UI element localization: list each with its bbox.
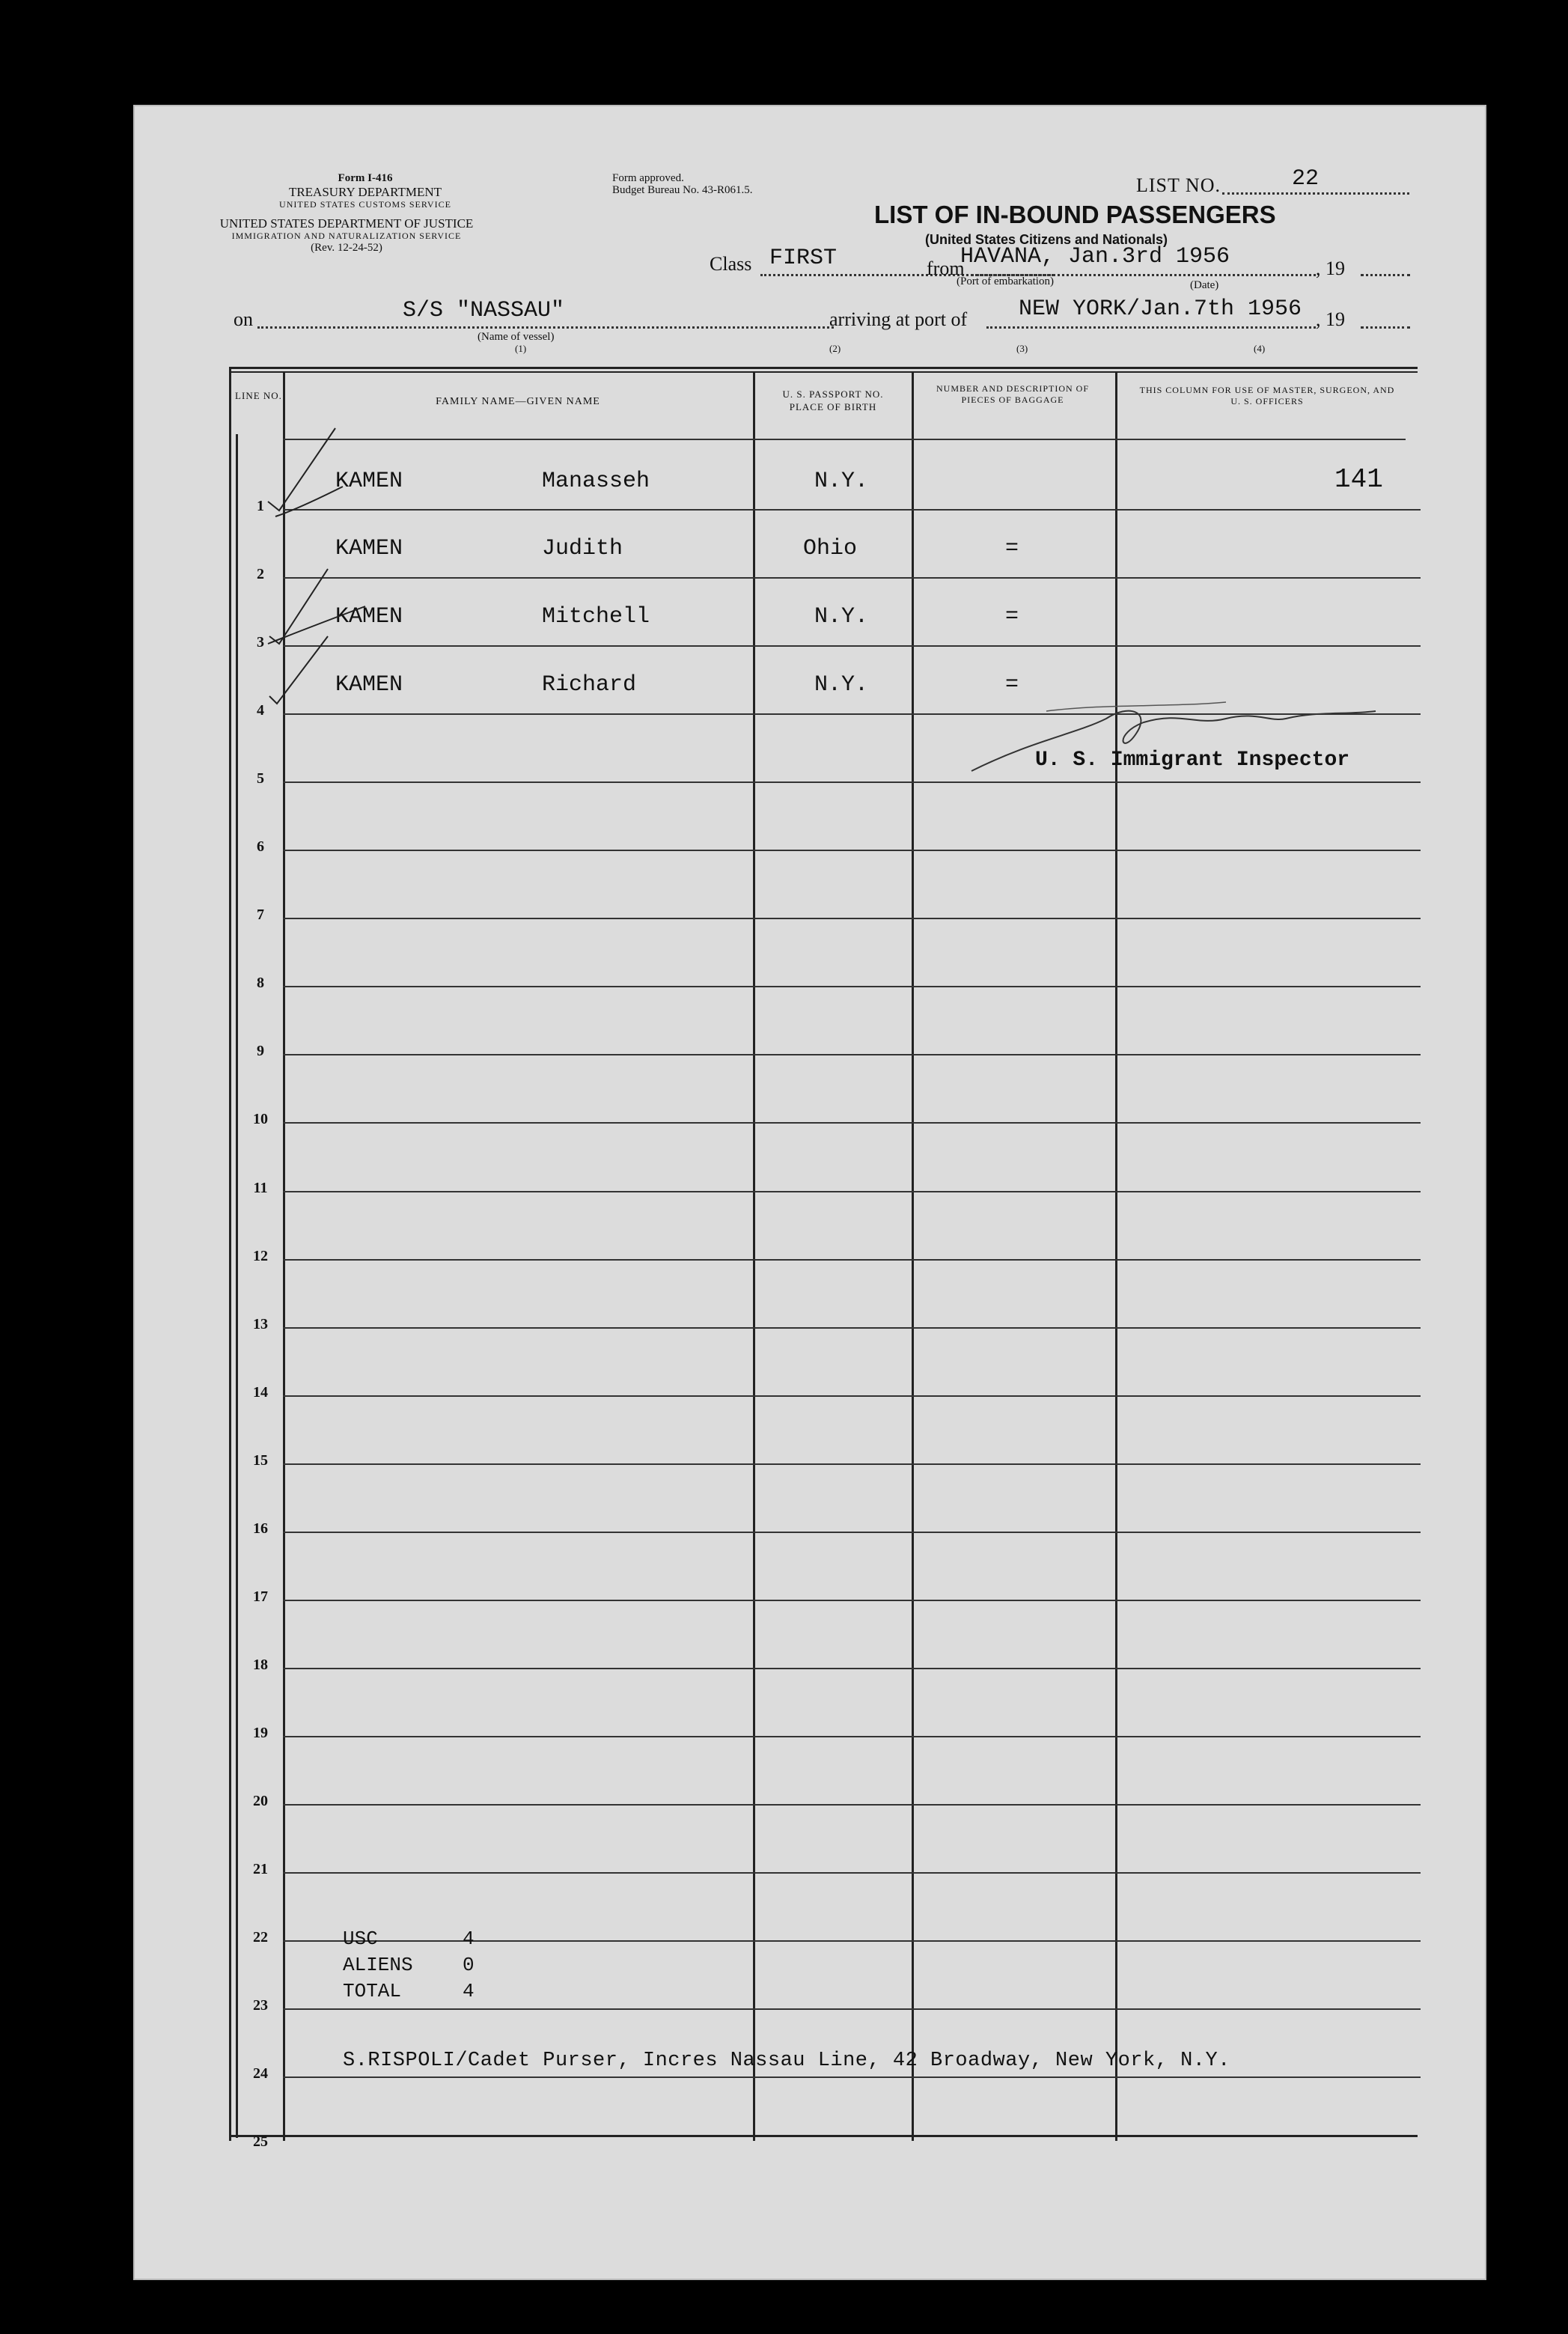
- row-rule: [283, 1940, 1421, 1942]
- row-rule: [283, 1191, 1421, 1192]
- row-rule: [283, 1054, 1421, 1055]
- table-left-border: [229, 367, 231, 2141]
- page-title: LIST OF IN-BOUND PASSENGERS: [874, 201, 1276, 228]
- row-4-family: KAMEN: [335, 672, 403, 698]
- line-number-16: 16: [253, 1520, 268, 1537]
- vessel-caption-num: (1): [515, 343, 527, 354]
- col-num-2: (2): [829, 343, 841, 354]
- row-1-given: Manasseh: [542, 469, 650, 494]
- name-col-border: [753, 371, 755, 2141]
- port-caption: (Port of embarkation): [957, 275, 1054, 287]
- row-rule: [283, 1122, 1421, 1124]
- ins-service: IMMIGRATION AND NATURALIZATION SERVICE: [231, 231, 462, 241]
- row-rule: [283, 1872, 1421, 1874]
- class-value: FIRST: [769, 246, 838, 271]
- year-suffix-1: , 19: [1316, 258, 1345, 279]
- row-rule: [283, 1736, 1421, 1737]
- line-number-1: 1: [257, 498, 264, 514]
- aliens-count: 0: [463, 1954, 475, 1976]
- treasury-department: TREASURY DEPARTMENT: [288, 185, 442, 199]
- line-number-20: 20: [253, 1792, 268, 1809]
- usc-count: 4: [463, 1928, 475, 1950]
- line-number-14: 14: [253, 1383, 268, 1401]
- line-number-11: 11: [253, 1179, 268, 1196]
- purser-line: S.RISPOLI/Cadet Purser, Incres Nassau Line, 42 Broadway, New York, N.Y.: [343, 2050, 1230, 2072]
- from-label: from: [927, 258, 965, 279]
- row-rule: [283, 1327, 1421, 1329]
- row-rule: [283, 1463, 1421, 1465]
- row-4-baggage: =: [1005, 672, 1019, 698]
- vessel-caption: (Name of vessel): [478, 331, 555, 343]
- arrival-value: NEW YORK/Jan.7th 1956: [1019, 296, 1302, 322]
- customs-service: UNITED STATES CUSTOMS SERVICE: [279, 199, 451, 210]
- arriving-label: arriving at port of: [829, 308, 968, 330]
- total-label: TOTAL: [343, 1980, 402, 2002]
- page-subtitle: (United States Citizens and Nationals): [924, 232, 1168, 247]
- baggage-col-border: [1115, 371, 1117, 2141]
- line-number-18: 18: [253, 1656, 268, 1673]
- line-number-24: 24: [253, 2065, 268, 2082]
- passport-col-border: [912, 371, 914, 2141]
- row-rule: [283, 1259, 1421, 1261]
- line-number-5: 5: [257, 770, 264, 787]
- line-number-22: 22: [253, 1929, 268, 1946]
- row-1-birth: N.Y.: [814, 469, 869, 494]
- table-top-border-inner: [229, 371, 1418, 373]
- line-number-12: 12: [253, 1247, 268, 1264]
- line-number-17: 17: [253, 1588, 268, 1605]
- usc-label: USC: [343, 1928, 378, 1950]
- row-4-birth: N.Y.: [814, 672, 869, 698]
- row-rule: [283, 918, 1421, 919]
- col-num-3: (3): [1016, 343, 1028, 354]
- form-approved: Form approved.: [612, 172, 684, 184]
- row-rule: [283, 1395, 1421, 1397]
- row-3-birth: N.Y.: [814, 604, 869, 630]
- header-family-name: FAMILY NAME—GIVEN NAME: [436, 396, 600, 407]
- row-3-given: Mitchell: [542, 604, 650, 630]
- embarkation-value: HAVANA, Jan.3rd 1956: [960, 244, 1230, 269]
- table-top-border: [229, 367, 1418, 369]
- budget-bureau: Budget Bureau No. 43-R061.5.: [612, 184, 753, 196]
- row-3-family: KAMEN: [335, 604, 403, 630]
- line-number-7: 7: [257, 907, 264, 924]
- passenger-manifest-page: [133, 105, 1486, 2280]
- year-line-1: [1361, 274, 1410, 276]
- line-number-6: 6: [257, 838, 264, 856]
- line-number-23: 23: [253, 1997, 268, 2014]
- aliens-label: ALIENS: [343, 1954, 413, 1976]
- on-label: on: [234, 308, 253, 330]
- line-number-10: 10: [253, 1111, 268, 1128]
- row-2-birth: Ohio: [803, 536, 858, 561]
- year-suffix-2: , 19: [1316, 308, 1345, 330]
- line-number-13: 13: [253, 1315, 268, 1332]
- line-number-15: 15: [253, 1451, 268, 1469]
- line-col-inner-border: [236, 434, 238, 2138]
- row-3-baggage: =: [1005, 604, 1019, 630]
- date-caption: (Date): [1190, 279, 1219, 291]
- header-line-no: LINE NO.: [235, 390, 282, 401]
- arrival-line: [986, 326, 1316, 329]
- list-no-line: [1222, 192, 1409, 195]
- line-number-3: 3: [257, 634, 264, 651]
- vessel-line: [257, 326, 834, 329]
- line-number-19: 19: [253, 1724, 268, 1741]
- list-number: 22: [1292, 166, 1320, 192]
- header-passport: U. S. PASSPORT NO. PLACE OF BIRTH: [782, 389, 884, 412]
- total-count: 4: [463, 1980, 475, 2002]
- row-rule: [283, 1600, 1421, 1601]
- row-rule: [283, 1668, 1421, 1669]
- row-rule: [283, 1532, 1421, 1533]
- class-label: Class: [710, 253, 752, 275]
- row-rule: [283, 2008, 1421, 2010]
- row-2-family: KAMEN: [335, 536, 403, 561]
- line-number-2: 2: [257, 566, 264, 583]
- form-number: Form I-416: [338, 172, 393, 184]
- revision-date: (Rev. 12-24-52): [311, 242, 382, 254]
- table-bottom-border: [229, 2135, 1418, 2137]
- inspector-title: U. S. Immigrant Inspector: [1035, 749, 1350, 772]
- header-baggage: NUMBER AND DESCRIPTION OF PIECES OF BAGGAGE: [936, 383, 1090, 405]
- list-no-label: LIST NO.: [1136, 174, 1221, 196]
- line-number-4: 4: [257, 702, 264, 719]
- row-rule: [283, 2076, 1421, 2078]
- check-marks: [253, 419, 492, 808]
- row-1-family: KAMEN: [335, 469, 403, 494]
- line-number-9: 9: [257, 1043, 264, 1060]
- header-officers: THIS COLUMN FOR USE OF MASTER, SURGEON, AND U. S. OFFICERS: [1139, 385, 1395, 406]
- line-number-25: 25: [253, 2133, 268, 2151]
- row-2-given: Judith: [542, 536, 623, 561]
- col-num-4: (4): [1254, 343, 1266, 354]
- row-rule: [283, 850, 1421, 851]
- row-1-officer: 141: [1334, 464, 1383, 495]
- department-of-justice: UNITED STATES DEPARTMENT OF JUSTICE: [219, 216, 474, 231]
- row-4-given: Richard: [542, 672, 637, 698]
- row-2-baggage: =: [1005, 536, 1019, 561]
- year-line-2: [1361, 326, 1410, 329]
- vessel-name: S/S "NASSAU": [403, 298, 565, 323]
- row-rule: [283, 1804, 1421, 1806]
- row-rule: [283, 986, 1421, 987]
- line-number-8: 8: [257, 975, 264, 992]
- line-number-21: 21: [253, 1861, 268, 1877]
